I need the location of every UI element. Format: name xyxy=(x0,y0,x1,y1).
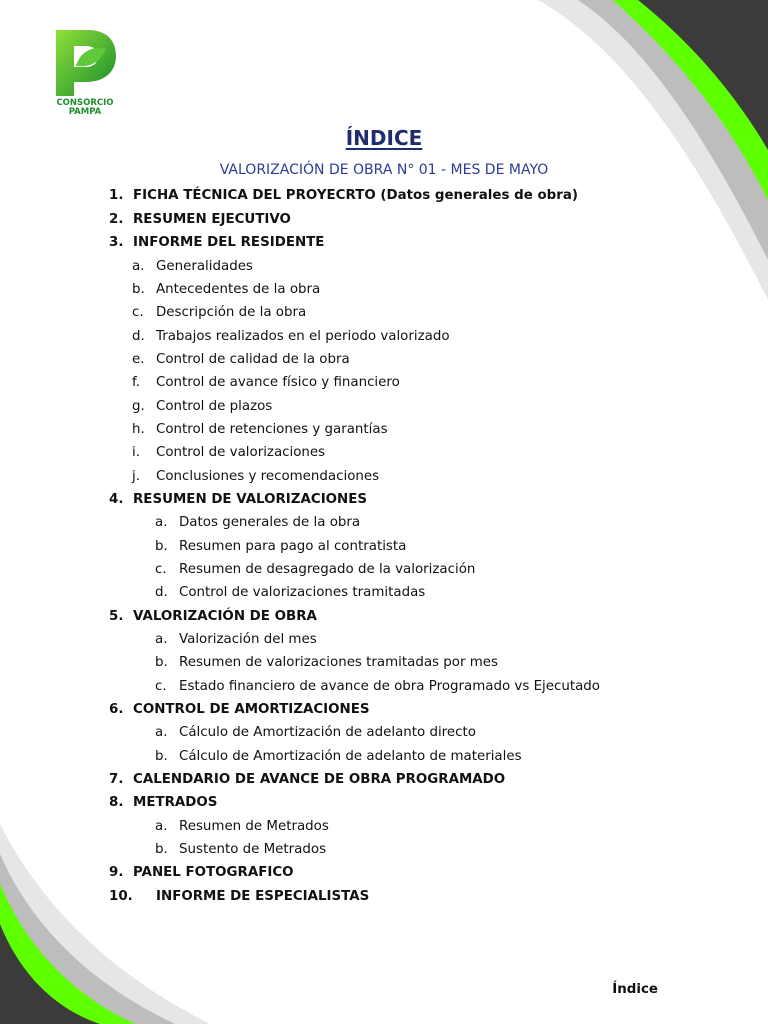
footer-label: Índice xyxy=(612,982,658,997)
toc-subitem-text: Trabajos realizados en el periodo valorizado xyxy=(156,329,450,344)
toc-letter: a. xyxy=(132,259,145,274)
toc-letter: b. xyxy=(155,842,168,857)
toc-letter: a. xyxy=(155,515,168,530)
toc-letter: b. xyxy=(155,749,168,764)
toc-letter: c. xyxy=(155,562,167,577)
toc-heading: METRADOS xyxy=(133,795,218,810)
toc-letter: a. xyxy=(155,819,168,834)
toc-heading: CALENDARIO DE AVANCE DE OBRA PROGRAMADO xyxy=(133,772,506,787)
toc-letter: b. xyxy=(155,655,168,670)
toc-heading: RESUMEN DE VALORIZACIONES xyxy=(133,492,368,507)
top-right-wave-decoration xyxy=(538,0,768,300)
toc-number: 3. xyxy=(109,235,124,250)
toc-subitem-text: Datos generales de la obra xyxy=(179,515,361,530)
toc-number: 1. xyxy=(109,188,124,203)
toc-heading: INFORME DE ESPECIALISTAS xyxy=(156,889,370,904)
toc-subitem-text: Valorización del mes xyxy=(179,632,317,647)
toc-number: 5. xyxy=(109,609,124,624)
toc-number: 10. xyxy=(109,889,133,904)
toc-subitem-text: Resumen de Metrados xyxy=(179,819,329,834)
toc-letter: a. xyxy=(155,725,168,740)
logo-text-consorcio: CONSORCIO xyxy=(56,98,114,108)
toc-subitem-text: Control de retenciones y garantías xyxy=(156,422,388,437)
toc-letter: b. xyxy=(132,282,145,297)
toc-heading: FICHA TÉCNICA DEL PROYECRTO (Datos generales de obra) xyxy=(133,188,578,203)
toc-number: 9. xyxy=(109,865,124,880)
page-title: ÍNDICE xyxy=(345,126,423,150)
toc-heading: CONTROL DE AMORTIZACIONES xyxy=(133,702,370,717)
toc-letter: h. xyxy=(132,422,145,437)
toc-letter: d. xyxy=(155,585,168,600)
toc-subitem-text: Generalidades xyxy=(156,259,253,274)
toc-heading: VALORIZACIÓN DE OBRA xyxy=(133,609,317,624)
toc-subitem-text: Sustento de Metrados xyxy=(179,842,327,857)
toc-subitem-text: Cálculo de Amortización de adelanto de materiales xyxy=(179,749,522,764)
toc-letter: c. xyxy=(132,305,144,320)
toc-subitem-text: Resumen de desagregado de la valorización xyxy=(179,562,476,577)
toc-letter: a. xyxy=(155,632,168,647)
toc-letter: d. xyxy=(132,329,145,344)
toc-subitem-text: Control de valorizaciones xyxy=(156,445,326,460)
toc-subitem-text: Cálculo de Amortización de adelanto directo xyxy=(179,725,476,740)
toc-heading: RESUMEN EJECUTIVO xyxy=(133,212,291,227)
toc-subitem-text: Control de valorizaciones tramitadas xyxy=(179,585,426,600)
toc-number: 4. xyxy=(109,492,124,507)
toc-subitem-text: Estado financiero de avance de obra Programado vs Ejecutado xyxy=(179,679,600,694)
toc-subitem-text: Antecedentes de la obra xyxy=(156,282,321,297)
toc-letter: b. xyxy=(155,539,168,554)
toc-subitem-text: Resumen de valorizaciones tramitadas por mes xyxy=(179,655,498,670)
toc-letter: g. xyxy=(132,399,145,414)
toc-number: 2. xyxy=(109,212,124,227)
logo-text-pampa: PAMPA xyxy=(68,107,102,117)
toc-subitem-text: Control de avance físico y financiero xyxy=(156,375,400,390)
toc-number: 8. xyxy=(109,795,124,810)
toc-heading: INFORME DEL RESIDENTE xyxy=(133,235,325,250)
toc-letter: c. xyxy=(155,679,167,694)
toc-subitem-text: Resumen para pago al contratista xyxy=(179,539,407,554)
toc-letter: j. xyxy=(132,469,140,484)
toc-subitem-text: Control de plazos xyxy=(156,399,273,414)
toc-subitem-text: Descripción de la obra xyxy=(156,305,307,320)
toc-heading: PANEL FOTOGRAFICO xyxy=(133,865,294,880)
toc-subitem-text: Control de calidad de la obra xyxy=(156,352,350,367)
toc-number: 6. xyxy=(109,702,124,717)
toc-subitem-text: Conclusiones y recomendaciones xyxy=(156,469,380,484)
toc-letter: i. xyxy=(132,445,140,460)
page-subtitle: VALORIZACIÓN DE OBRA N° 01 - MES DE MAYO xyxy=(219,162,549,178)
toc-number: 7. xyxy=(109,772,124,787)
toc-letter: f. xyxy=(132,375,140,390)
toc-letter: e. xyxy=(132,352,145,367)
